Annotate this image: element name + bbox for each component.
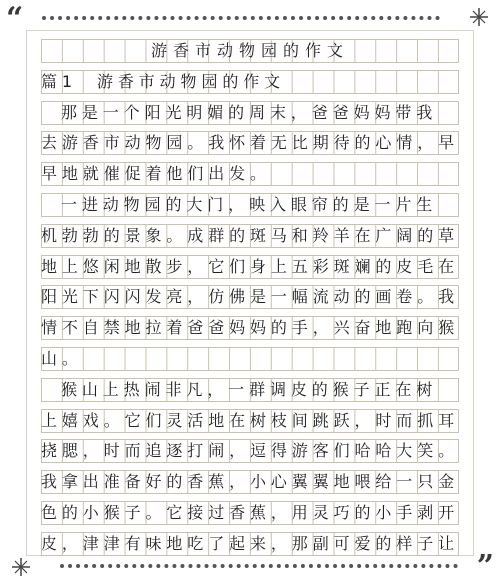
bottom-dotted-border [60,564,458,568]
open-quote-mark: “ [6,1,24,36]
essay-line: 地上悠闲地散步，它们身上五彩斑斓的皮毛在 [41,256,459,276]
page-title: 游香市动物园的作文 [150,41,349,60]
essay-line: 机勃勃的景象。成群的斑马和羚羊在广阔的草 [41,225,459,245]
essay-line: 我拿出准备好的香蕉，小心翼翼地喂给一只金 [41,472,459,492]
section-heading: 篇1 游香市动物园的作文 [41,71,286,91]
essay-line: 一进动物园的大门，映入眼帘的是一片生 [41,195,438,214]
essay-line: 去游香市动物园。我怀着无比期待的心情，早 [41,133,459,153]
essay-line: 猴山上热闹非凡，一群调皮的猴子正在树 [41,379,438,399]
essay-line: 情不自禁地拉着爸爸妈妈的手，兴奋地跑向猴 [41,318,459,338]
essay-line: 上嬉戏。它们灵活地在树枝间跳跃，时而抓耳 [41,410,459,430]
sparkle-icon [10,556,32,578]
essay-line: 挠腮，时而追逐打闹，逗得游客们哈哈大笑。 [41,441,459,461]
essay-line: 早地就催促着他们出发。 [41,164,271,184]
essay-line: 色的小猴子。它接过香蕉，用灵巧的小手剥开 [41,503,459,522]
close-quote-mark: ” [476,549,494,584]
essay-line: 皮，津津有味地吃了起来，那副可爱的样子让 [41,533,459,553]
essay-line: 山。 [41,349,83,368]
grid-paper [26,30,474,556]
sparkle-icon [468,6,490,28]
top-dotted-border [42,16,440,20]
essay-line: 阳光下闪闪发亮，仿佛是一幅流动的画卷。我 [41,287,459,307]
essay-line: 那是一个阳光明媚的周末，爸爸妈妈带我 [41,102,438,122]
